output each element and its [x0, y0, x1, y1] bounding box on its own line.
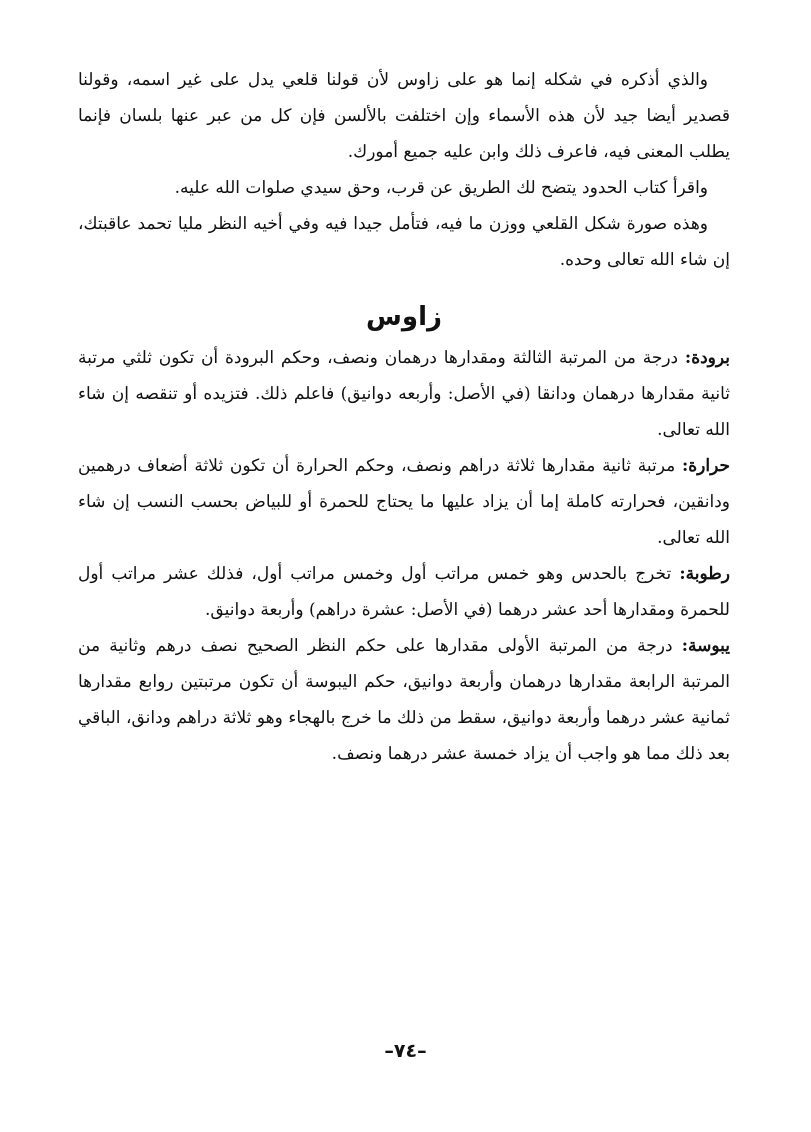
entry-coldness — [78, 340, 730, 448]
intro-paragraph-2: واقرأ كتاب الحدود يتضح لك الطريق عن قرب، وحق سيدي صلوات الله عليه. — [174, 178, 708, 198]
intro-paragraph-3: وهذه صورة شكل القلعي ووزن ما فيه، فتأمل جيدا فيه وفي أخيه النظر مليا تحمد عاقبتك، إن شاء الله تعالى وحده. — [78, 214, 730, 270]
entry-term: حرارة: — [681, 456, 730, 476]
entry-text: مرتبة ثانية مقدارها ثلاثة دراهم ونصف، وحكم الحرارة أن تكون ثلاثة أضعاف درهمين ودانقين، فحرارته كاملة إما أن يزاد عليها ما يحتاج للحمرة أو للبياض بحسب النسب إن شاء الله تعالى. — [78, 456, 730, 548]
entry-moisture — [78, 556, 730, 628]
entry-text: تخرج بالحدس وهو خمس مراتب أول وخمس مراتب أول، فذلك عشر مراتب أول للحمرة ومقدارها أحد عشر درهما (في الأصل: عشرة دراهم) وأربعة دوانيق. — [78, 564, 730, 620]
entry-dryness — [78, 628, 730, 772]
page-number: –٧٤– — [384, 1040, 427, 1062]
intro-paragraph-1: والذي أذكره في شكله إنما هو على زاوس لأن قولنا قلعي يدل على غير اسمه، وقولنا قصدير أيضا جيد لأن هذه الأسماء وإن اختلفت بالألسن فإن كل من عبر عنها بلسان فإنما يطلب المعنى فيه، فاعرف ذلك وابن عليه جميع أمورك. — [78, 70, 730, 162]
entry-term: يبوسة: — [681, 636, 730, 656]
section-heading: زاوس — [366, 302, 442, 332]
entry-text: درجة من المرتبة الثالثة ومقدارها درهمان ونصف، وحكم البرودة أن تكون ثلثي مرتبة ثانية مقدارها درهمان ودانقا (في الأصل: وأربعه دوانيق) فاعلم ذلك. فتزيده أو تنقصه إن شاء الله تعالى. — [78, 348, 730, 440]
entry-heat — [78, 448, 730, 556]
entry-term: رطوبة: — [679, 564, 730, 584]
entry-text: درجة من المرتبة الأولى مقدارها على حكم النظر الصحيح نصف درهم وثانية من المرتبة الرابعة مقدارها درهمان وأربعة دوانيق، حكم اليبوسة أن تكون مرتبتين روابع مقدارها ثمانية عشر درهما وأربعة دوانيق، سقط من ذلك ما خرج بالهجاء وهو ثلاثة دراهم ودانق، الباقي بعد ذلك مما هو واجب أن يزاد خمسة عشر درهما ونصف. — [78, 636, 730, 764]
entry-term: برودة: — [684, 348, 730, 368]
page-body — [78, 62, 730, 772]
